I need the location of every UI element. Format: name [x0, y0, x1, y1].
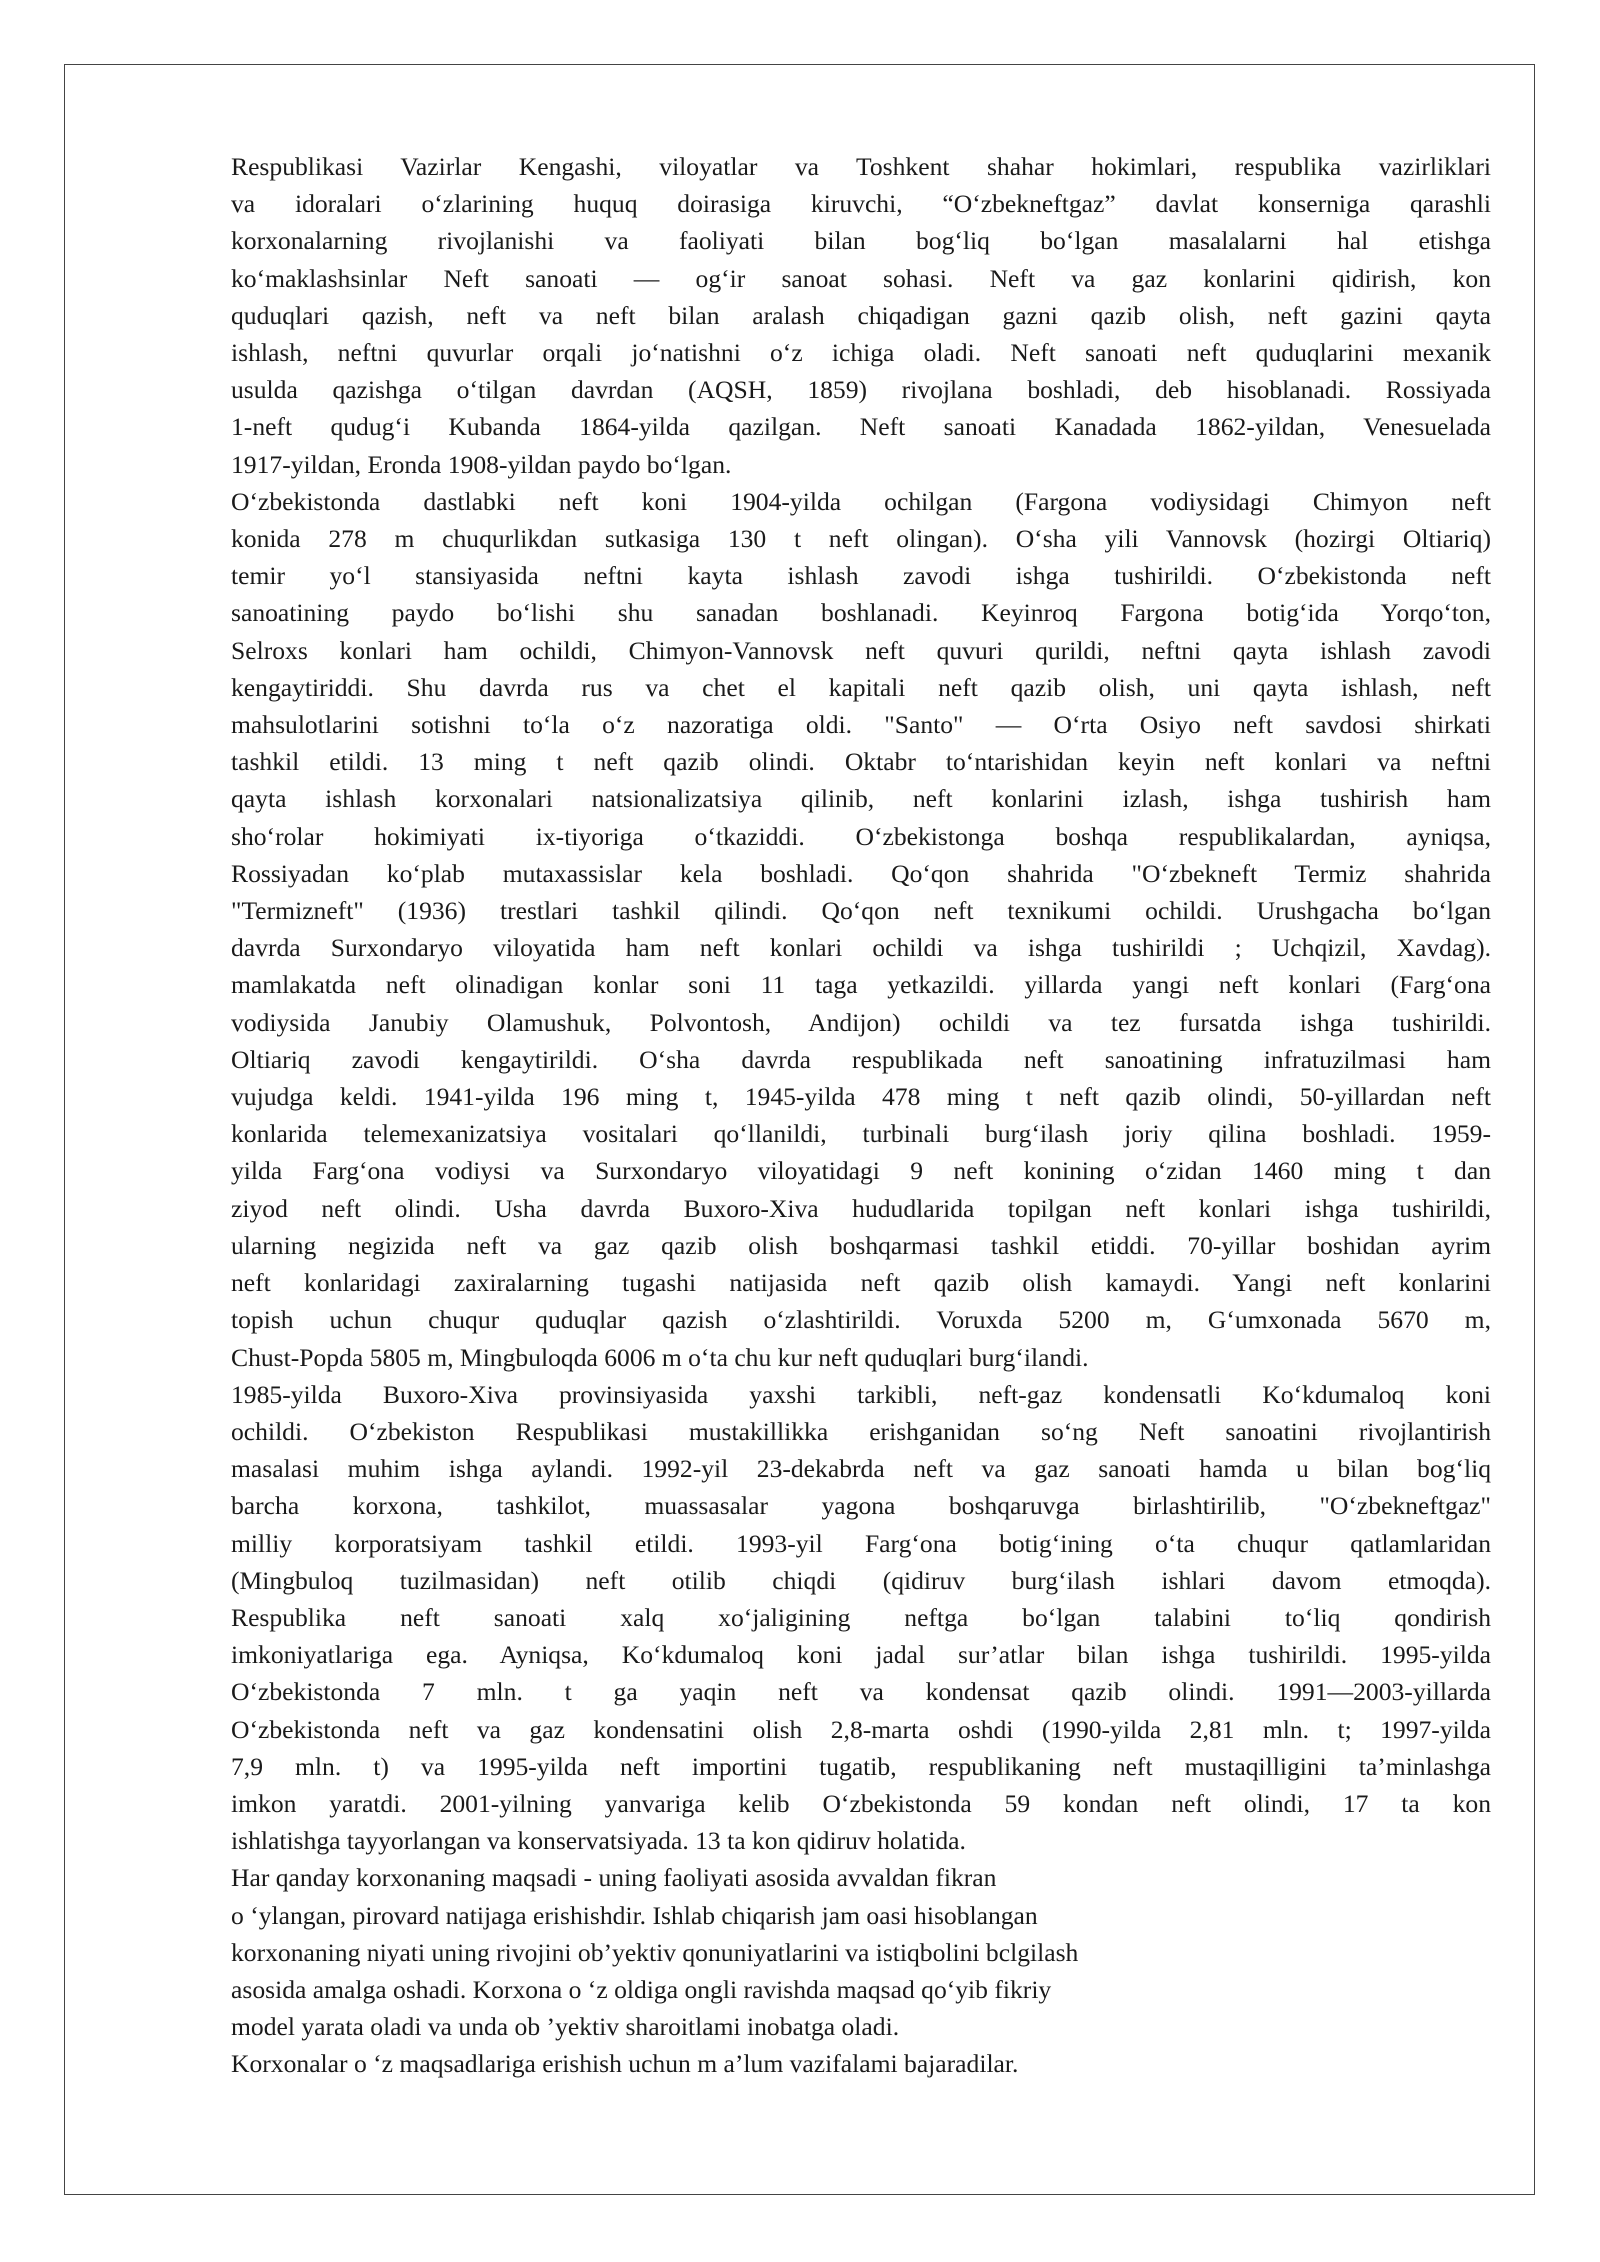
text-line: 1985-yilda Buxoro-Xiva provinsiyasida yaxshi tarkibli, neft-gaz kondensatli Ko‘kdumaloq koni	[231, 1379, 1491, 1409]
text-line: topish uchun chuqur quduqlar qazish o‘zlashtirildi. Voruxda 5200 m, G‘umxonada 5670 m,	[231, 1305, 1491, 1335]
text-line: o ‘ylangan, pirovard natijaga erishishdir. Ishlab chiqarish jam oasi hisoblangan	[231, 1900, 1038, 1930]
text-line: masalasi muhim ishga aylandi. 1992-yil 23-dekabrda neft va gaz sanoati hamda u bilan bog‘liq	[231, 1454, 1491, 1484]
text-line: O‘zbekistonda dastlabki neft koni 1904-yilda ochilgan (Fargona vodiysidagi Chimyon neft	[231, 486, 1491, 516]
text-line: barcha korxona, tashkilot, muassasalar yagona boshqaruvga birlashtirilib, "O‘zbekneftgaz"	[231, 1491, 1491, 1521]
text-line: Selroxs konlari ham ochildi, Chimyon-Vannovsk neft quvuri qurildi, neftni qayta ishlash zavodi	[231, 635, 1491, 665]
text-line: quduqlari qazish, neft va neft bilan aralash chiqadigan gazni qazib olish, neft gazini qayta	[231, 300, 1491, 330]
text-line: sanoatining paydo bo‘lishi shu sanadan boshlanadi. Keyinroq Fargona botig‘ida Yorqo‘ton,	[231, 598, 1491, 628]
text-line: 7,9 mln. t) va 1995-yilda neft importini tugatib, respublikaning neft mustaqilligini ta’minlashga	[231, 1751, 1491, 1781]
paragraph	[231, 1859, 1491, 2045]
text-line: neft konlaridagi zaxiralarning tugashi natijasida neft qazib olish kamaydi. Yangi neft konlarini	[231, 1268, 1491, 1298]
text-line: qayta ishlash korxonalari natsionalizatsiya qilinib, neft konlarini izlash, ishga tushirish ham	[231, 784, 1491, 814]
text-line: mamlakatda neft olinadigan konlar soni 11 taga yetkazildi. yillarda yangi neft konlari (Farg‘ona	[231, 970, 1491, 1000]
text-line: sho‘rolar hokimiyati ix-tiyoriga o‘tkaziddi. O‘zbekistonga boshqa respublikalardan, ayniqsa,	[231, 821, 1491, 851]
text-line: 1917-yildan, Eronda 1908-yildan paydo bo‘lgan.	[231, 449, 732, 479]
text-line: konlarida telemexanizatsiya vositalari qo‘llanildi, turbinali burg‘ilash joriy qilina boshladi. 1959-	[231, 1119, 1491, 1149]
text-line: temir yo‘l stansiyasida neftni kayta ishlash zavodi ishga tushirildi. O‘zbekistonda neft	[231, 561, 1491, 591]
paragraph	[231, 2045, 1491, 2082]
text-line: "Termizneft" (1936) trestlari tashkil qilindi. Qo‘qon neft texnikumi ochildi. Urushgacha bo‘lgan	[231, 896, 1491, 926]
text-line: O‘zbekistonda neft va gaz kondensatini olish 2,8-marta oshdi (1990-yilda 2,81 mln. t; 1997-yilda	[231, 1714, 1491, 1744]
text-line: usulda qazishga o‘tilgan davrdan (AQSH, 1859) rivojlana boshladi, deb hisoblanadi. Rossiyada	[231, 375, 1491, 405]
text-line: (Mingbuloq tuzilmasidan) neft otilib chiqdi (qidiruv burg‘ilash ishlari davom etmoqda).	[231, 1565, 1491, 1595]
text-line: imkon yaratdi. 2001-yilning yanvariga kelib O‘zbekistonda 59 kondan neft olindi, 17 ta kon	[231, 1788, 1491, 1818]
text-line: ishlatishga tayyorlangan va konservatsiyada. 13 ta kon qidiruv holatida.	[231, 1826, 966, 1856]
text-line: ziyod neft olindi. Usha davrda Buxoro-Xiva hududlarida topilgan neft konlari ishga tushirildi,	[231, 1193, 1491, 1223]
text-line: ochildi. O‘zbekiston Respublikasi mustakillikka erishganidan so‘ng Neft sanoatini rivojlantirish	[231, 1416, 1491, 1446]
text-line: yilda Farg‘ona vodiysi va Surxondaryo viloyatidagi 9 neft konining o‘zidan 1460 ming t dan	[231, 1156, 1491, 1186]
text-line: Respublika neft sanoati xalq xo‘jaligining neftga bo‘lgan talabini to‘liq qondirish	[231, 1602, 1491, 1632]
text-line: Korxonalar o ‘z maqsadlariga erishish uchun m a’lum vazifalami bajaradilar.	[231, 2049, 1019, 2079]
text-line: Chust-Popda 5805 m, Mingbuloqda 6006 m o‘ta chu kur neft quduqlari burg‘ilandi.	[231, 1342, 1089, 1372]
text-line: Oltiariq zavodi kengaytirildi. O‘sha davrda respublikada neft sanoatining infratuzilmasi ham	[231, 1044, 1491, 1074]
text-line: milliy korporatsiyam tashkil etildi. 1993-yil Farg‘ona botig‘ining o‘ta chuqur qatlamlaridan	[231, 1528, 1491, 1558]
text-line: va idoralari o‘zlarining huquq doirasiga kiruvchi, “O‘zbekneftgaz” davlat konserniga qarashli	[231, 189, 1491, 219]
text-line: vujudga keldi. 1941-yilda 196 ming t, 1945-yilda 478 ming t neft qazib olindi, 50-yillardan neft	[231, 1082, 1491, 1112]
document-body	[231, 148, 1491, 2083]
text-line: Har qanday korxonaning maqsadi - uning faoliyati asosida avvaldan fikran	[231, 1863, 997, 1893]
text-line: model yarata oladi va unda ob ’yektiv sharoitlami inobatga oladi.	[231, 2012, 900, 2042]
text-line: imkoniyatlariga ega. Ayniqsa, Ko‘kdumaloq koni jadal sur’atlar bilan ishga tushirildi. 1995-yilda	[231, 1640, 1491, 1670]
text-line: ularning negizida neft va gaz qazib olish boshqarmasi tashkil etiddi. 70-yillar boshidan ayrim	[231, 1230, 1491, 1260]
paragraph	[231, 483, 1491, 1376]
text-line: ishlash, neftni quvurlar orqali jo‘natishni o‘z ichiga oladi. Neft sanoati neft quduqlarini mexanik	[231, 338, 1491, 368]
text-line: 1-neft qudug‘i Kubanda 1864-yilda qazilgan. Neft sanoati Kanadada 1862-yildan, Venesuelada	[231, 412, 1491, 442]
text-line: ko‘maklashsinlar Neft sanoati — og‘ir sanoat sohasi. Neft va gaz konlarini qidirish, kon	[231, 263, 1491, 293]
text-line: tashkil etildi. 13 ming t neft qazib olindi. Oktabr to‘ntarishidan keyin neft konlari va neftni	[231, 747, 1491, 777]
paragraph	[231, 1376, 1491, 1860]
text-line: Respublikasi Vazirlar Kengashi, viloyatlar va Toshkent shahar hokimlari, respublika vazirliklari	[231, 152, 1491, 181]
text-line: davrda Surxondaryo viloyatida ham neft konlari ochildi va ishga tushirildi ; Uchqizil, Xavdag).	[231, 933, 1491, 963]
text-line: asosida amalga oshadi. Korxona o ‘z oldiga ongli ravishda maqsad qo‘yib fikriy	[231, 1974, 1052, 2004]
text-line: konida 278 m chuqurlikdan sutkasiga 130 t neft olingan). O‘sha yili Vannovsk (hozirgi Oltiariq)	[231, 524, 1491, 554]
text-line: mahsulotlarini sotishni to‘la o‘z nazoratiga oldi. "Santo" — O‘rta Osiyo neft savdosi shirkati	[231, 710, 1491, 740]
text-line: Rossiyadan ko‘plab mutaxassislar kela boshladi. Qo‘qon shahrida "O‘zbekneft Termiz shahrida	[231, 858, 1491, 888]
text-line: O‘zbekistonda 7 mln. t ga yaqin neft va kondensat qazib olindi. 1991—2003-yillarda	[231, 1677, 1491, 1707]
text-line: vodiysida Janubiy Olamushuk, Polvontosh, Andijon) ochildi va tez fursatda ishga tushirildi.	[231, 1007, 1491, 1037]
text-line: kengaytiriddi. Shu davrda rus va chet el kapitali neft qazib olish, uni qayta ishlash, neft	[231, 672, 1491, 702]
text-line: korxonalarning rivojlanishi va faoliyati bilan bog‘liq bo‘lgan masalalarni hal etishga	[231, 226, 1491, 256]
paragraph	[231, 148, 1491, 483]
text-line: korxonaning niyati uning rivojini ob’yektiv qonuniyatlarini va istiqbolini bclgilash	[231, 1937, 1079, 1967]
